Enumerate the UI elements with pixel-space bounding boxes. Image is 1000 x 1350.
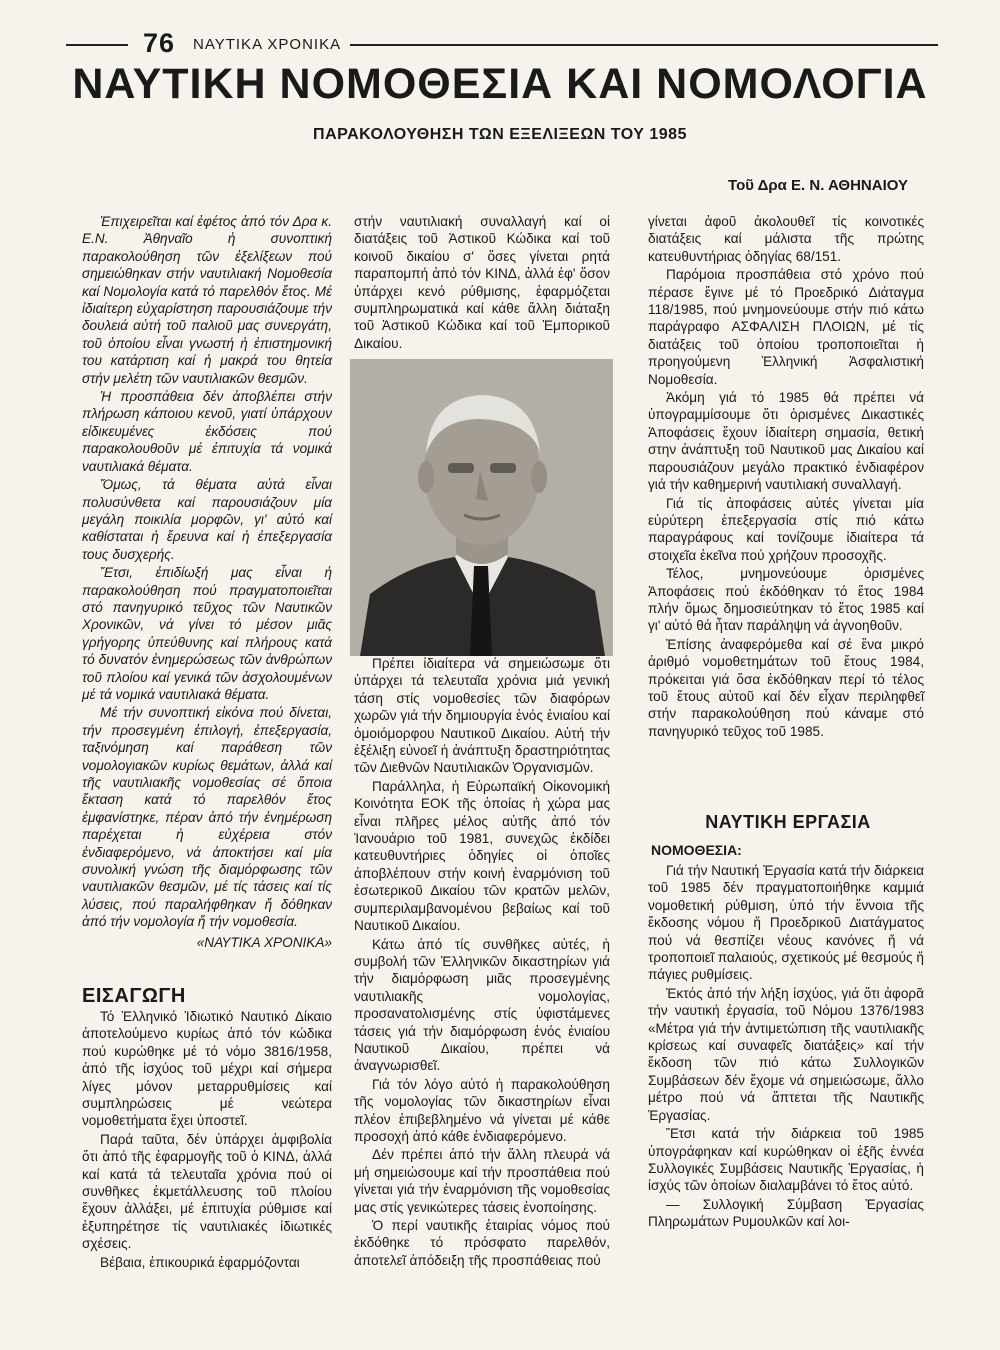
paragraph: Γιά τόν λόγο αὐτό ἡ παρακολούθηση τῆς νομολογίας τῶν δικαστηρίων εἶναι πλέον ἐπιβεβλημένο νά γίνεται μέ κάθε προσοχή ἀπό κάθε ἐνδιαφερόμενο.: [354, 1076, 610, 1144]
paragraph: Τέλος, μνημονεύουμε ὁρισμένες Ἀποφάσεις πού ἐκδόθηκαν τό ἔτος 1984 πλήν ὅμως δημοσιεύτηκαν τό ἔτος 1985 καί γι' αὐτό θά ἦταν παράληψη νά ἀγνοηθοῦν.: [648, 566, 924, 634]
paragraph: Ἐκτός ἀπό τήν λήξη ἰσχύος, γιά ὅτι ἀφορᾶ τήν ναυτική ἐργασία, τοῦ Νόμου 1376/1983 «Μέτρα γιά τήν ἀντιμετώπιση τῆς ναυτιλιακῆς κρίσεως καί συναφεῖς διατάξεις» καί τήν ἔκδοση τῶν πιό κάτω Συλλογικῶν Συμβάσεων δέν ἔχομε νά σημειώσωμε, ἄλλο μέτρο πού νά ἅπτεται τῆς Ναυτικῆς Ἐργασίας.: [648, 985, 924, 1123]
portrait-illustration: [350, 359, 613, 656]
column-2-bottom: [354, 655, 610, 1270]
paragraph: Ἐπιχειρεῖται καί ἐφέτος ἀπό τόν Δρα κ. Ε.Ν. Ἀθηναῖο ἡ συνοπτική παρακολούθηση τῶν ἐξελίξεων πού σημειώθηκαν στήν ναυτιλιακή Νομοθεσία καί Νομολογία κατά τό παρελθόν ἔτος. Μέ ἰδιαίτερη εὐχαρίστηση παρουσιάζουμε τήν δουλειά αὐτή τοῦ παλιοῦ μας συνεργάτη, τοῦ ὁποίου εἶναι γνωστή ἡ ἐπιστημονική του κατάρτιση καί ἡ μακρά του θητεία στήν μελέτη τῶν ναυτιλιακῶν θεσμῶν.: [82, 214, 332, 386]
paragraph: Ὁ περί ναυτικῆς ἑταιρίας νόμος πού ἐκδόθηκε τό πρόσφατο παρελθόν, ἀποτελεῖ ἀπόδειξη τῆς προσπάθειας πού: [354, 1218, 610, 1268]
subheading-nomothesia: ΝΟΜΟΘΕΣΙΑ:: [651, 842, 742, 858]
paragraph: Ἔτσι κατά τήν διάρκεια τοῦ 1985 ὑπογράφηκαν καί κυρώθηκαν οἱ ἑξῆς ἐννέα Συλλογικές Συμβάσεις Ναυτικῆς Ἐργασίας, ἡ ἰσχύς τῶν ὁποίων διαλαμβάνει τό ἔτος αὐτό.: [648, 1126, 924, 1194]
intro-column: [82, 213, 332, 932]
paragraph: — Συλλογική Σύμβαση Ἐργασίας Πληρωμάτων Ρυμουλκῶν καί λοι-: [648, 1196, 924, 1230]
paragraph: Ἔτσι, ἐπιδίωξή μας εἶναι ἡ παρακολούθηση πού πραγματοποιεῖται στό πανηγυρικό τεῦχος τῶν Ναυτικῶν Χρονικῶν, νά γίνει τό μέσον μιᾶς γρήγορης ὑπεύθυνης καί πλήρους κατά τό δυνατόν ἐνημερώσεως τῶν ἀνθρώπων τοῦ πλοίου καί γενικά τῶν ἀσχολουμένων μέ τά νομικά ναυτιλιακά θέματα.: [82, 565, 332, 702]
running-title: ΝΑΥΤΙΚΑ ΧΡΟΝΙΚΑ: [193, 36, 342, 53]
eisagogi-column: [82, 1008, 332, 1272]
column-3-top: [648, 213, 924, 741]
column-2-top: [354, 213, 610, 353]
paragraph: Παρά ταῦτα, δέν ὑπάρχει ἀμφιβολία ὅτι ἀπό τῆς ἐφαρμογῆς τοῦ ὁ ΚΙΝΔ, ἀλλά καί κατά τά τελευταῖα χρόνια πού οἱ συνθῆκες ἐκμετάλλευσης τοῦ πλοίου ἔχουν ἀλλάξει, μέ ἐπιτυχία ρύθμισε καί ἐξυπηρέτησε τίς ναυτιλιακές ἰδιωτικές σχέσεις.: [82, 1131, 332, 1252]
paragraph: Γιά τήν Ναυτική Ἐργασία κατά τήν διάρκεια τοῦ 1985 δέν πραγματοποιήθηκε καμμιά νομοθετική ρύθμιση, ὑπό τήν ἔννοια τῆς ἔκδοσης νόμου ἤ Προεδρικοῦ Διατάγματος πού νά θεσπίζει νέους κανόνες ἤ νά τροποποιεῖ παλαιούς, σχετικούς μέ θεσμούς ἤ πάγιες ρυθμίσεις.: [648, 863, 924, 983]
author-portrait: [350, 359, 613, 656]
paragraph: γίνεται ἀφοῦ ἀκολουθεῖ τίς κοινοτικές διατάξεις καί μάλιστα τῆς πρώτης κατευθυντήριας ὁδηγίας 68/151.: [648, 214, 924, 264]
page-number: 76: [143, 28, 176, 58]
section-heading-naftiki-ergasia: ΝΑΥΤΙΚΗ ΕΡΓΑΣΙΑ: [705, 812, 871, 832]
paragraph: Ἐπίσης ἀναφερόμεθα καί σέ ἕνα μικρό ἀριθμό νομοθετημάτων τοῦ ἔτους 1984, πρόκειται γιά ὅσα ἐκδόθηκαν περί τό τέλος τοῦ ἔτους αὐτοῦ καί δέν εἶχαν περιληφθεῖ στήν παρακολούθηση πού κάναμε στό πανηγυρικό τεῦχος τοῦ 1985.: [648, 636, 924, 739]
header-rule-left: [66, 44, 128, 46]
paragraph: Ὅμως, τά θέματα αὐτά εἶναι πολυσύνθετα καί παρουσιάζουν μία μεγάλη ποικιλία μορφῶν, γι' αὐτό καί καθίσταται ἡ ἔρευνα καί ἡ ἐπεξεργασία τους δυσχερής.: [82, 477, 332, 562]
paragraph: Γιά τίς ἀποφάσεις αὐτές γίνεται μία εὐρύτερη ἐπεξεργασία στίς πιό κάτω παραγράφους καί τονίζουμε ἰδιαίτερα τά στοιχεῖα ἐκεῖνα πού χρήζουν προσοχῆς.: [648, 495, 924, 563]
paragraph: Παράλληλα, ἡ Εὐρωπαϊκή Οἰκονομική Κοινότητα ΕΟΚ τῆς ὁποίας ἡ χώρα μας εἶναι πλῆρες μέλος αὐτῆς ἀπό τόν Ἰανουάριο τοῦ 1981, συνεχῶς ἐκδίδει κατευθυντήριες ὁδηγίες οἱ ὁποῖες ἀποβλέπουν στήν κοινή ἐναρμόνιση τοῦ ἐσωτερικοῦ Δικαίου τῶν κρατῶν μελῶν, συμπεριλαμβανομένου βεβαίως καί τοῦ Ναυτικοῦ Δικαίου.: [354, 778, 610, 934]
intro-signature: «ΝΑΥΤΙΚΑ ΧΡΟΝΙΚΑ»: [196, 935, 332, 950]
paragraph: Παρόμοια προσπάθεια στό χρόνο πού πέρασε ἔγινε μέ τό Προεδρικό Διάταγμα 118/1985, πού μνημονεύουμε στήν πιό κάτω παράγραφο ΑΣΦΑΛΙΣΗ ΠΛΟΙΩΝ, μέ τίς διατάξεις τοῦ ὁποίου τροποποιεῖται ἡ προηγούμενη Ἑλληνική Ἀσφαλιστική Νομοθεσία.: [648, 267, 924, 387]
paragraph: Ἀκόμη γιά τό 1985 θά πρέπει νά ὑπογραμμίσουμε ὅτι ὁρισμένες Δικαστικές Ἀποφάσεις ἔχουν ἰδιαίτερη σημασία, θετική στην ἀνάπτυξη τοῦ Ναυτικοῦ μας Δικαίου καί παρουσιάζουν μεγάλο πρακτικό ἐνδιαφέρον γιά τήν καθημερινή ναυτιλιακή συναλλαγή.: [648, 390, 924, 493]
section-heading-eisagogi: ΕΙΣΑΓΩΓΗ: [82, 985, 186, 1007]
byline: Τοῦ Δρα Ε. Ν. ΑΘΗΝΑΙΟΥ: [728, 177, 908, 194]
paragraph: Βέβαια, ἐπικουρικά ἐφαρμόζονται: [100, 1254, 300, 1270]
paragraph: στήν ναυτιλιακή συναλλαγή καί οἱ διατάξεις τοῦ Ἀστικοῦ Κώδικα καί τοῦ κοινοῦ δικαίου σ' ὅσες γίνεται ρητά παραπομπή ἀπό τόν ΚΙΝΔ, ἀλλά ἐφ' ὅσον ὑπάρχει κενό ρύθμισης, ἐφαρμόζεται συμπληρωματικά καί κάθε ἄλλη διάταξη τοῦ Ἀστικοῦ Κώδικα καί τοῦ Ἐμπορικοῦ Δικαίου.: [354, 214, 610, 351]
article-title: ΝΑΥΤΙΚΗ ΝΟΜΟΘΕΣΙΑ ΚΑΙ ΝΟΜΟΛΟΓΙΑ: [72, 60, 928, 108]
paragraph: Ἡ προσπάθεια δέν ἀποβλέπει στήν πλήρωση κάποιου κενοῦ, γιατί ὑπάρχουν εἰδικευμένες ἐκδόσεις πού παρακολουθοῦν μέ ἐπιτυχία τά νομικά ναυτιλιακά θέματα.: [82, 389, 332, 474]
paragraph: Κάτω ἀπό τίς συνθῆκες αὐτές, ἡ συμβολή τῶν Ἑλληνικῶν δικαστηρίων γιά τήν διαμόρφωση μιᾶς προσεγμένης ναυτιλιακῆς νομολογίας, προσανατολισμένης στίς ὑφιστάμενες τάσεις γιά τήν διαμόρφωση ἑνός ἑνιαίου Ναυτικοῦ Δικαίου, πρέπει νά ἀναγνωρισθεῖ.: [354, 936, 610, 1074]
header-rule-right: [350, 44, 938, 46]
paragraph: Πρέπει ἰδιαίτερα νά σημειώσωμε ὅτι ὑπάρχει τά τελευταῖα χρόνια μιά γενική τάση στίς νομοθεσίες τῶν διαφόρων χωρῶν γιά τήν δημιουργία ἑνός ἑνιαίου καί ὁμοιόμορφου Ναυτικοῦ Δικαίου. Αὐτή τήν ἐξέλιξη εὐνοεῖ ἡ ἀνάπτυξη δραστηριότητας τῶν Διεθνῶν Ναυτιλιακῶν Ὀργανισμῶν.: [354, 656, 610, 776]
paragraph: Μέ τήν συνοπτική εἰκόνα πού δίνεται, τήν προσεγμένη ἐπιλογή, ἐπεξεργασία, ταξινόμηση καί παράθεση τῶν νομολογιακῶν κυρίως θεμάτων, ἀλλά καί τῆς ναυτιλιακῆς νομοθεσίας σέ ὅποια ἔκταση κατά τό παρελθόν ἔτος ἐμφανίστηκε, πέραν ἀπό τήν ἐνημέρωση παρέχεται ἡ εὐχέρεια στόν ἐνδιαφερόμενο, νά ἀποκτήσει καί μία συνολική γνώση τῆς διαμόρφωσης τῶν ναυτιλιακῶν θεσμῶν, μέ τίς τάσεις καί τίς λύσεις, πού παραλήφθηκαν ἤ δόθηκαν ἀπό τήν νομολογία ἤ τήν νομοθεσία.: [82, 705, 332, 930]
article-subtitle: ΠΑΡΑΚΟΛΟΥΘΗΣΗ ΤΩΝ ΕΞΕΛΙΞΕΩΝ ΤΟΥ 1985: [313, 126, 687, 143]
paragraph: Δέν πρέπει ἀπό τήν ἄλλη πλευρά νά μή σημειώσουμε καί τήν προσπάθεια πού γίνεται γιά τήν ἐναρμόνιση τῆς νομοθεσίας μας στίς γενικώτερες τάσεις ἑνοποίησης.: [354, 1147, 610, 1215]
paragraph: Τό Ἑλληνικό Ἰδιωτικό Ναυτικό Δίκαιο ἀποτελούμενο κυρίως ἀπό τόν κώδικα πού κυρώθηκε μέ τό νόμο 3816/1958, ἀπό τῆς ἰσχύος τοῦ μέχρι καί σήμερα λίγες μόνον μεταρρυθμίσεις καί συμπληρώσεις μέ νεώτερα νομοθετήματα ἔχει ὑποστεῖ.: [82, 1009, 332, 1129]
column-3-bottom: [648, 862, 924, 1232]
